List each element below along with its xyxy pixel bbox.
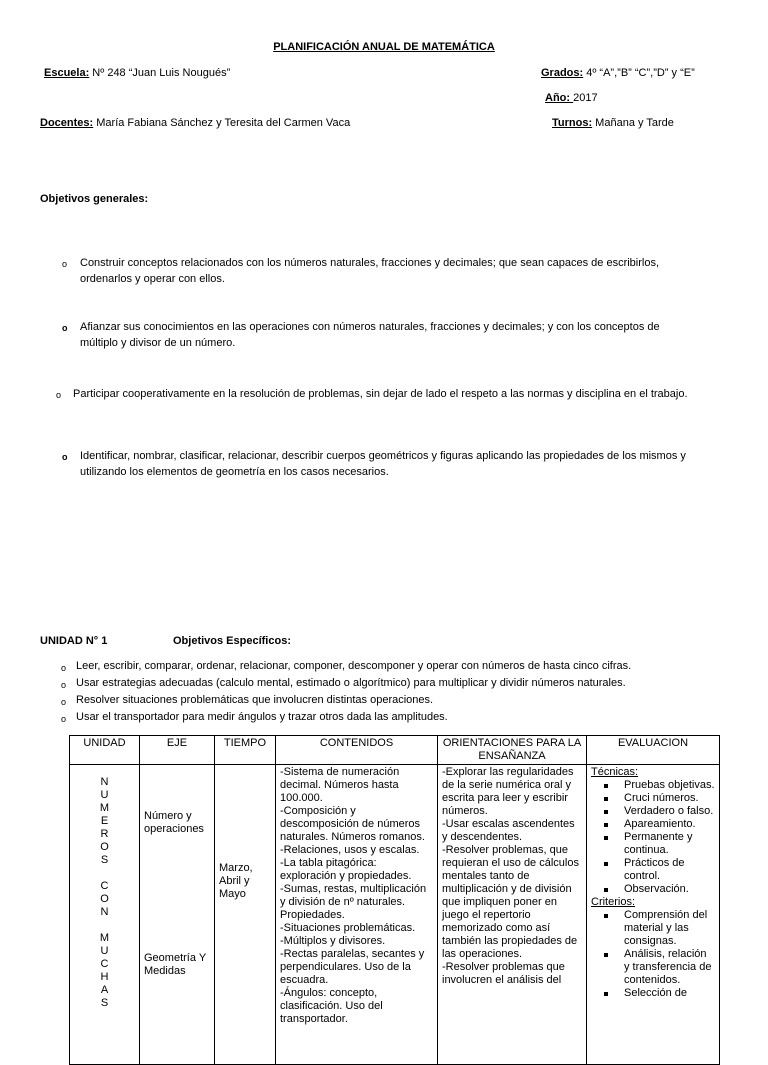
list-item: Pruebas objetivas. <box>591 779 715 792</box>
eje-geometria: Geometría Y Medidas <box>144 952 206 977</box>
list-item: Selección de <box>591 987 715 1000</box>
contenido-item: -La tabla pitagórica: exploración y propiedades. <box>280 857 412 882</box>
contenido-item: -Composición y descomposición de números naturales. Números romanos. <box>280 805 425 843</box>
bullet-marker: o <box>61 697 67 707</box>
vertical-letter: R <box>100 828 109 840</box>
square-bullet-icon <box>604 810 608 814</box>
square-bullet-icon <box>604 888 608 892</box>
anio-line <box>545 92 598 105</box>
escuela-line <box>44 67 230 80</box>
square-bullet-icon <box>604 992 608 996</box>
vertical-letter: S <box>100 997 109 1009</box>
table-header-row <box>70 736 720 765</box>
vertical-letter: N <box>100 776 109 788</box>
orientaciones-cell <box>438 765 587 1065</box>
square-bullet-icon <box>604 836 608 840</box>
anio-value: 2017 <box>573 92 598 104</box>
criterios-list <box>591 909 715 1000</box>
vertical-letter: U <box>100 789 109 801</box>
contenido-item: -Relaciones, usos y escalas. <box>280 844 420 856</box>
table-row <box>70 765 720 1065</box>
objetivo-line: ordenarlos y operar con ellos. <box>80 273 225 285</box>
especifico-item: Resolver situaciones problemáticas que involucren distintas operaciones. <box>76 694 434 706</box>
orientacion-item: -Resolver problemas que involucren el análisis del <box>442 961 565 986</box>
square-bullet-icon <box>604 914 608 918</box>
especifico-item: Usar estrategias adecuadas (calculo mental, estimado o algorítmico) para multiplicar y dividir números naturales. <box>76 677 626 689</box>
header-evaluacion: EVALUACION <box>587 736 720 765</box>
objetivo-line: utilizando los elementos de geometría en los casos necesarios. <box>80 466 389 478</box>
objetivo-line: Afianzar sus conocimientos en las operaciones con números naturales, fracciones y decimales; y con los conceptos de <box>80 321 660 333</box>
vertical-letter: C <box>100 880 109 892</box>
header-unidad: UNIDAD <box>70 736 140 765</box>
orientacion-item: -Resolver problemas, que requieran el uso de cálculos mentales tanto de multiplicación y de división que impliquen poner en juego el repertorio memorizado como así también las propiedades de las operaciones. <box>442 844 579 960</box>
vertical-letter: S <box>100 854 109 866</box>
bullet-marker: o <box>61 680 67 690</box>
vertical-letter: M <box>99 802 110 814</box>
vertical-letter: N <box>100 906 109 918</box>
list-item: Verdadero o falso. <box>591 805 715 818</box>
header-orientaciones: ORIENTACIONES PARA LA ENSAÑANZA <box>438 736 587 765</box>
header-contenidos: CONTENIDOS <box>276 736 438 765</box>
tiempo-value: Marzo, Abril y Mayo <box>219 862 253 900</box>
vertical-letter: A <box>100 984 109 996</box>
vertical-letter <box>74 919 135 932</box>
planning-table <box>69 735 720 1065</box>
objetivo-line: Construir conceptos relacionados con los números naturales, fracciones y decimales; que sean capaces de escribirlos, <box>80 257 660 269</box>
objetivos-heading: Objetivos generales: <box>40 193 149 205</box>
eje-cell <box>140 765 215 1065</box>
square-bullet-icon <box>604 953 608 957</box>
square-bullet-icon <box>604 823 608 827</box>
list-item: Análisis, relación y transferencia de contenidos. <box>591 948 715 987</box>
square-bullet-icon <box>604 862 608 866</box>
docentes-value: María Fabiana Sánchez y Teresita del Carmen Vaca <box>93 117 351 129</box>
objetivo-item <box>80 319 740 351</box>
eje-numero: Número y operaciones <box>144 810 204 835</box>
bullet-marker: o <box>56 390 62 400</box>
list-item: Observación. <box>591 883 715 896</box>
bullet-marker: o <box>62 323 68 333</box>
vertical-letter: U <box>100 945 109 957</box>
vertical-letter: C <box>100 958 109 970</box>
bullet-marker: o <box>62 259 68 269</box>
vertical-title <box>74 766 135 1010</box>
objetivo-line: Participar cooperativamente en la resolución de problemas, sin dejar de lado el respeto a las normas y disciplina en el trabajo. <box>73 388 688 400</box>
header-eje: EJE <box>140 736 215 765</box>
square-bullet-icon <box>604 797 608 801</box>
tecnicas-label: Técnicas: <box>591 766 639 778</box>
objetivo-line: Identificar, nombrar, clasificar, relacionar, describir cuerpos geométricos y figuras aplicando las propiedades de los mismos y <box>80 450 686 462</box>
unidad-cell <box>70 765 140 1065</box>
contenido-item: -Rectas paralelas, secantes y perpendiculares. Uso de la escuadra. <box>280 948 425 986</box>
list-item: Comprensión del material y las consignas. <box>591 909 715 948</box>
grados-value: 4º “A”,”B” “C”,”D” y “E” <box>583 67 695 79</box>
contenido-item: -Múltiplos y divisores. <box>280 935 386 947</box>
especifico-item: Usar el transportador para medir ángulos y trazar otros dada las amplitudes. <box>76 711 448 723</box>
vertical-letter: E <box>100 815 109 827</box>
contenidos-cell <box>276 765 438 1065</box>
list-item: Permanente y continua. <box>591 831 715 857</box>
header-tiempo: TIEMPO <box>215 736 276 765</box>
objetivo-item <box>80 448 750 480</box>
grados-label: Grados: <box>541 67 584 79</box>
unidad-label: UNIDAD N° 1 <box>40 635 108 647</box>
orientacion-item: -Explorar las regularidades de la serie numérica oral y escrita para leer y escribir números. <box>442 766 574 817</box>
turnos-value: Mañana y Tarde <box>592 117 674 129</box>
objetivo-line: múltiplo y divisor de un número. <box>80 337 236 349</box>
objetivo-item <box>80 255 740 287</box>
bullet-marker: o <box>62 452 68 462</box>
list-item: Cruci números. <box>591 792 715 805</box>
especificos-label: Objetivos Específicos: <box>173 635 291 647</box>
vertical-letter: O <box>100 893 109 905</box>
grados-line <box>541 67 695 80</box>
anio-label: Año: <box>545 92 574 104</box>
orientacion-item: -Usar escalas ascendentes y descendentes. <box>442 818 575 843</box>
tecnicas-list <box>591 779 715 896</box>
list-item: Apareamiento. <box>591 818 715 831</box>
contenido-item: -Situaciones problemáticas. <box>280 922 416 934</box>
square-bullet-icon <box>604 784 608 788</box>
document-title: PLANIFICACIÓN ANUAL DE MATEMÁTICA <box>273 41 495 53</box>
list-item: Prácticos de control. <box>591 857 715 883</box>
vertical-letter: H <box>100 971 109 983</box>
turnos-line <box>552 117 674 130</box>
bullet-marker: o <box>61 714 67 724</box>
contenido-item: -Sistema de numeración decimal. Números hasta 100.000. <box>280 766 400 804</box>
escuela-label: Escuela: <box>44 67 90 79</box>
turnos-label: Turnos: <box>552 117 593 129</box>
contenido-item: -Ángulos: concepto, clasificación. Uso del transportador. <box>280 987 383 1025</box>
tiempo-cell <box>215 765 276 1065</box>
contenido-item: -Sumas, restas, multiplicación y división de nº naturales. Propiedades. <box>280 883 427 921</box>
bullet-marker: o <box>61 663 67 673</box>
docentes-label: Docentes: <box>40 117 94 129</box>
vertical-letter: O <box>100 841 109 853</box>
especifico-item: Leer, escribir, comparar, ordenar, relacionar, componer, descomponer y operar con números de hasta cinco cifras. <box>76 660 632 672</box>
evaluacion-cell <box>587 765 720 1065</box>
objetivo-item <box>73 386 763 402</box>
criterios-label: Criterios: <box>591 896 636 908</box>
vertical-letter <box>74 867 135 880</box>
vertical-letter: M <box>99 932 110 944</box>
docentes-line <box>40 117 350 130</box>
escuela-value: Nº 248 “Juan Luis Nougués” <box>89 67 231 79</box>
